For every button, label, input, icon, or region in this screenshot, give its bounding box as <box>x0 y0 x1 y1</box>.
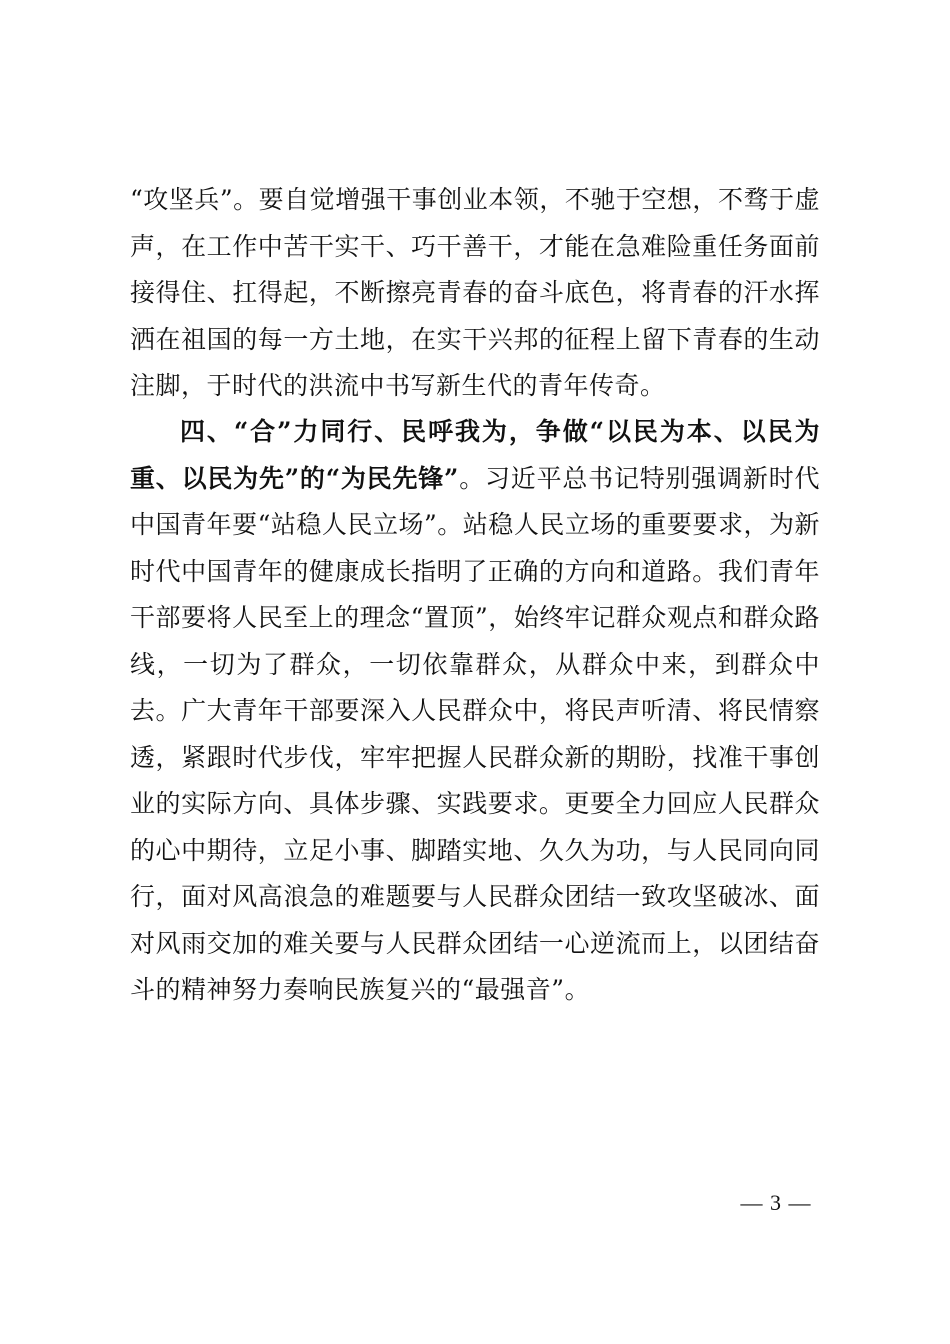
paragraph-section-four <box>130 409 820 1014</box>
paragraph-content <box>130 409 820 1014</box>
page-number: — 3 — <box>740 1190 812 1215</box>
section-heading: 四、“合”力同行、民呼我为，争做“以民为本、以民为重、以民为先”的“为民先锋” <box>130 417 820 493</box>
paragraph-continuation <box>130 177 820 410</box>
section-body: 。习近平总书记特别强调新时代中国青年要“站稳人民立场”。站稳人民立场的重要要求，为新时代中国青年的健康成长指明了正确的方向和道路。我们青年干部要将人民至上的理念“置顶”，始终牢记群众观点和群众路线，一切为了群众，一切依靠群众，从群众中来，到群众中去。广大青年干部要深入人民群众中，将民声听清、将民情察透，紧跟时代步伐，牢牢把握人民群众新的期盼，找准干事创业的实际方向、具体步骤、实践要求。更要全力回应人民群众的心中期待，立足小事、脚踏实地、久久为功，与人民同向同行，面对风高浪急的难题要与人民群众团结一致攻坚破冰、面对风雨交加的难关要与人民群众团结一心逆流而上，以团结奋斗的精神努力奏响民族复兴的“最强音”。 <box>130 463 820 1004</box>
paragraph-text: “攻坚兵”。要自觉增强干事创业本领，不驰于空想，不骛于虚声，在工作中苦干实干、巧干善干，才能在急难险重任务面前接得住、扛得起，不断擦亮青春的奋斗底色，将青春的汗水挥洒在祖国的每一方土地，在实干兴邦的征程上留下青春的生动注脚，于时代的洪流中书写新生代的青年传奇。 <box>130 185 820 400</box>
